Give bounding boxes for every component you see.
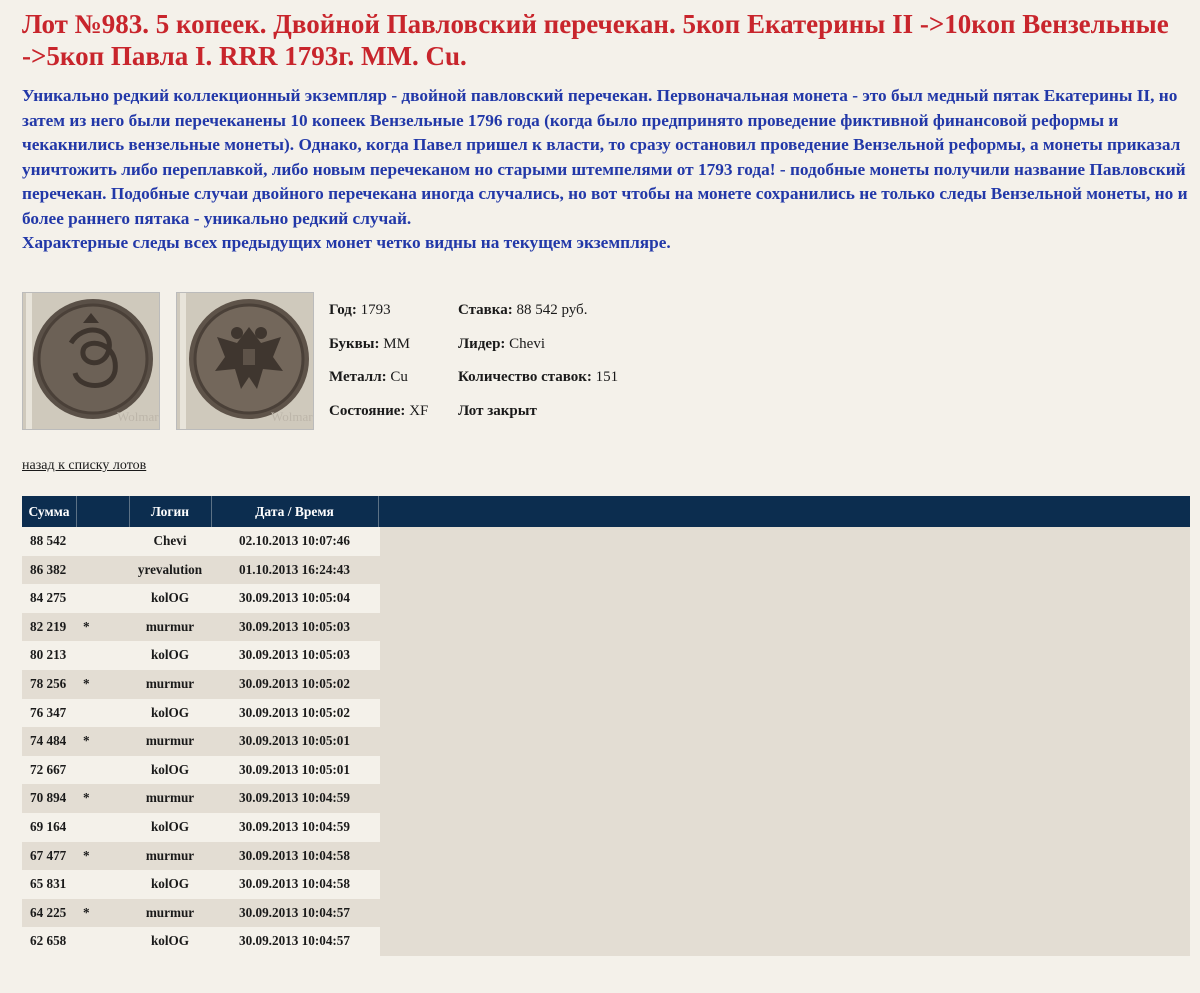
bidder-login: yrevalution bbox=[137, 561, 203, 577]
bidder-login: murmur bbox=[145, 618, 195, 634]
bid-datetime: 30.09.2013 10:05:04 bbox=[239, 590, 350, 606]
table-row bbox=[22, 870, 1190, 899]
bidder-login: murmur bbox=[145, 904, 195, 920]
bidder-login: murmur bbox=[145, 790, 195, 806]
bid-marker: * bbox=[83, 733, 90, 749]
bidder-login: kolOG bbox=[150, 704, 190, 720]
table-row bbox=[22, 899, 1190, 928]
leader-field: Лидер: Chevi bbox=[458, 335, 545, 352]
table-header bbox=[22, 496, 1190, 527]
bid-marker: * bbox=[83, 904, 90, 920]
bid-amount: 86 382 bbox=[30, 561, 67, 577]
lot-status: Лот закрыт bbox=[458, 402, 537, 419]
bidder-login: kolOG bbox=[150, 933, 190, 949]
table-row bbox=[22, 670, 1190, 699]
bidder-login: kolOG bbox=[150, 647, 190, 663]
bid-datetime: 30.09.2013 10:05:02 bbox=[239, 704, 350, 720]
bid-amount: 82 219 bbox=[30, 618, 67, 634]
year-field: Год: 1793 bbox=[329, 302, 391, 318]
bidder-login: kolOG bbox=[150, 590, 190, 606]
description-note: Характерные следы всех предыдущих монет четко видны на текущем экземпляре. bbox=[22, 233, 671, 252]
watermark-text: Wolmar bbox=[271, 409, 313, 424]
bid-amount: 84 275 bbox=[30, 590, 67, 606]
back-to-lots-link[interactable]: назад к списку лотов bbox=[22, 458, 147, 473]
table-row bbox=[22, 756, 1190, 785]
bidder-login: murmur bbox=[145, 733, 195, 749]
bid-datetime: 02.10.2013 10:07:46 bbox=[239, 533, 350, 548]
bid-datetime: 30.09.2013 10:04:58 bbox=[239, 876, 350, 892]
bid-amount: 88 542 bbox=[30, 533, 67, 548]
lot-info-right bbox=[458, 300, 618, 434]
bid-amount: 72 667 bbox=[30, 761, 67, 777]
header-sum: Сумма bbox=[28, 504, 70, 519]
bid-datetime: 30.09.2013 10:05:03 bbox=[239, 647, 350, 663]
bid-datetime: 30.09.2013 10:04:59 bbox=[239, 818, 350, 834]
table-row bbox=[22, 784, 1190, 813]
watermark-text: Wolmar bbox=[117, 409, 159, 424]
bid-marker: * bbox=[83, 675, 90, 691]
bidder-login: murmur bbox=[145, 847, 195, 863]
lot-title: Лот №983. 5 копеек. Двойной Павловский перечекан. 5коп Екатерины II ->10коп Вензельные ->5коп Павла I. RRR 1793г. ММ. Cu. bbox=[22, 9, 1169, 71]
bid-amount: 70 894 bbox=[30, 790, 67, 806]
header-datetime: Дата / Время bbox=[255, 504, 334, 519]
table-body bbox=[22, 527, 1190, 956]
lot-description bbox=[22, 84, 1192, 256]
bidder-login: murmur bbox=[145, 675, 195, 691]
table-row bbox=[22, 556, 1190, 585]
table-row bbox=[22, 927, 1190, 956]
bid-datetime: 30.09.2013 10:04:57 bbox=[239, 933, 350, 949]
bid-datetime: 30.09.2013 10:05:01 bbox=[239, 761, 350, 777]
metal-field: Металл: Cu bbox=[329, 369, 408, 386]
bid-amount: 65 831 bbox=[30, 876, 67, 892]
bid-amount: 64 225 bbox=[30, 904, 67, 920]
bid-datetime: 30.09.2013 10:04:59 bbox=[239, 790, 350, 806]
bid-field: Ставка: 88 542 руб. bbox=[458, 302, 588, 318]
table-row bbox=[22, 641, 1190, 670]
bid-datetime: 30.09.2013 10:05:01 bbox=[239, 733, 350, 749]
bid-amount: 62 658 bbox=[30, 933, 67, 949]
bids-table bbox=[22, 496, 1190, 956]
coin-obverse-image[interactable] bbox=[22, 292, 160, 430]
letters-field: Буквы: ММ bbox=[329, 335, 410, 352]
bidder-login: kolOG bbox=[150, 761, 190, 777]
bid-amount: 69 164 bbox=[30, 818, 67, 834]
condition-field: Состояние: XF bbox=[329, 402, 429, 419]
bid-marker: * bbox=[83, 847, 90, 863]
bid-amount: 78 256 bbox=[30, 675, 67, 691]
bid-amount: 80 213 bbox=[30, 647, 67, 663]
table-row bbox=[22, 584, 1190, 613]
bid-datetime: 30.09.2013 10:04:58 bbox=[239, 847, 350, 863]
description-text: Уникально редкий коллекционный экземпляр - двойной павловский перечекан. Первоначальная монета - это был медный пятак Екатерины II, но затем из него были перечеканены 10 копеек Вензельные 1796 года (когда было предпринято проведение фиктивной финансовой реформы и чекакнились вензельные монеты). Однако, когда Павел пришел к власти, то сразу остановил проведение Вензельной реформы, а монеты приказал уничтожить либо переплавкой, либо новым перечеканом но старыми штемпелями от 1793 года! - подобные монеты получили название Павловский перечекан. Подобные случаи двойного перечекана иногда случались, но вот чтобы на монете сохранились не только следы Вензельной монеты, но и более раннего пятака - уникально редкий случай. bbox=[22, 86, 1188, 228]
bidder-login: kolOG bbox=[150, 876, 190, 892]
bidder-login: Chevi bbox=[153, 533, 187, 548]
bidder-login: kolOG bbox=[150, 818, 190, 834]
bid-marker: * bbox=[83, 618, 90, 634]
header-login: Логин bbox=[150, 504, 190, 519]
table-row bbox=[22, 613, 1190, 642]
bids-count-field: Количество ставок: 151 bbox=[458, 369, 619, 386]
coin-reverse-image[interactable] bbox=[176, 292, 314, 430]
bid-datetime: 30.09.2013 10:04:57 bbox=[239, 904, 350, 920]
bid-amount: 76 347 bbox=[30, 704, 67, 720]
bid-datetime: 30.09.2013 10:05:02 bbox=[239, 675, 350, 691]
bid-amount: 67 477 bbox=[30, 847, 67, 863]
table-row bbox=[22, 699, 1190, 728]
bid-datetime: 30.09.2013 10:05:03 bbox=[239, 618, 350, 634]
table-row bbox=[22, 813, 1190, 842]
table-row bbox=[22, 842, 1190, 871]
table-row bbox=[22, 527, 1190, 556]
lot-info-left bbox=[329, 300, 428, 434]
table-row bbox=[22, 727, 1190, 756]
bid-amount: 74 484 bbox=[30, 733, 67, 749]
bid-marker: * bbox=[83, 790, 90, 806]
bid-datetime: 01.10.2013 16:24:43 bbox=[239, 561, 350, 577]
